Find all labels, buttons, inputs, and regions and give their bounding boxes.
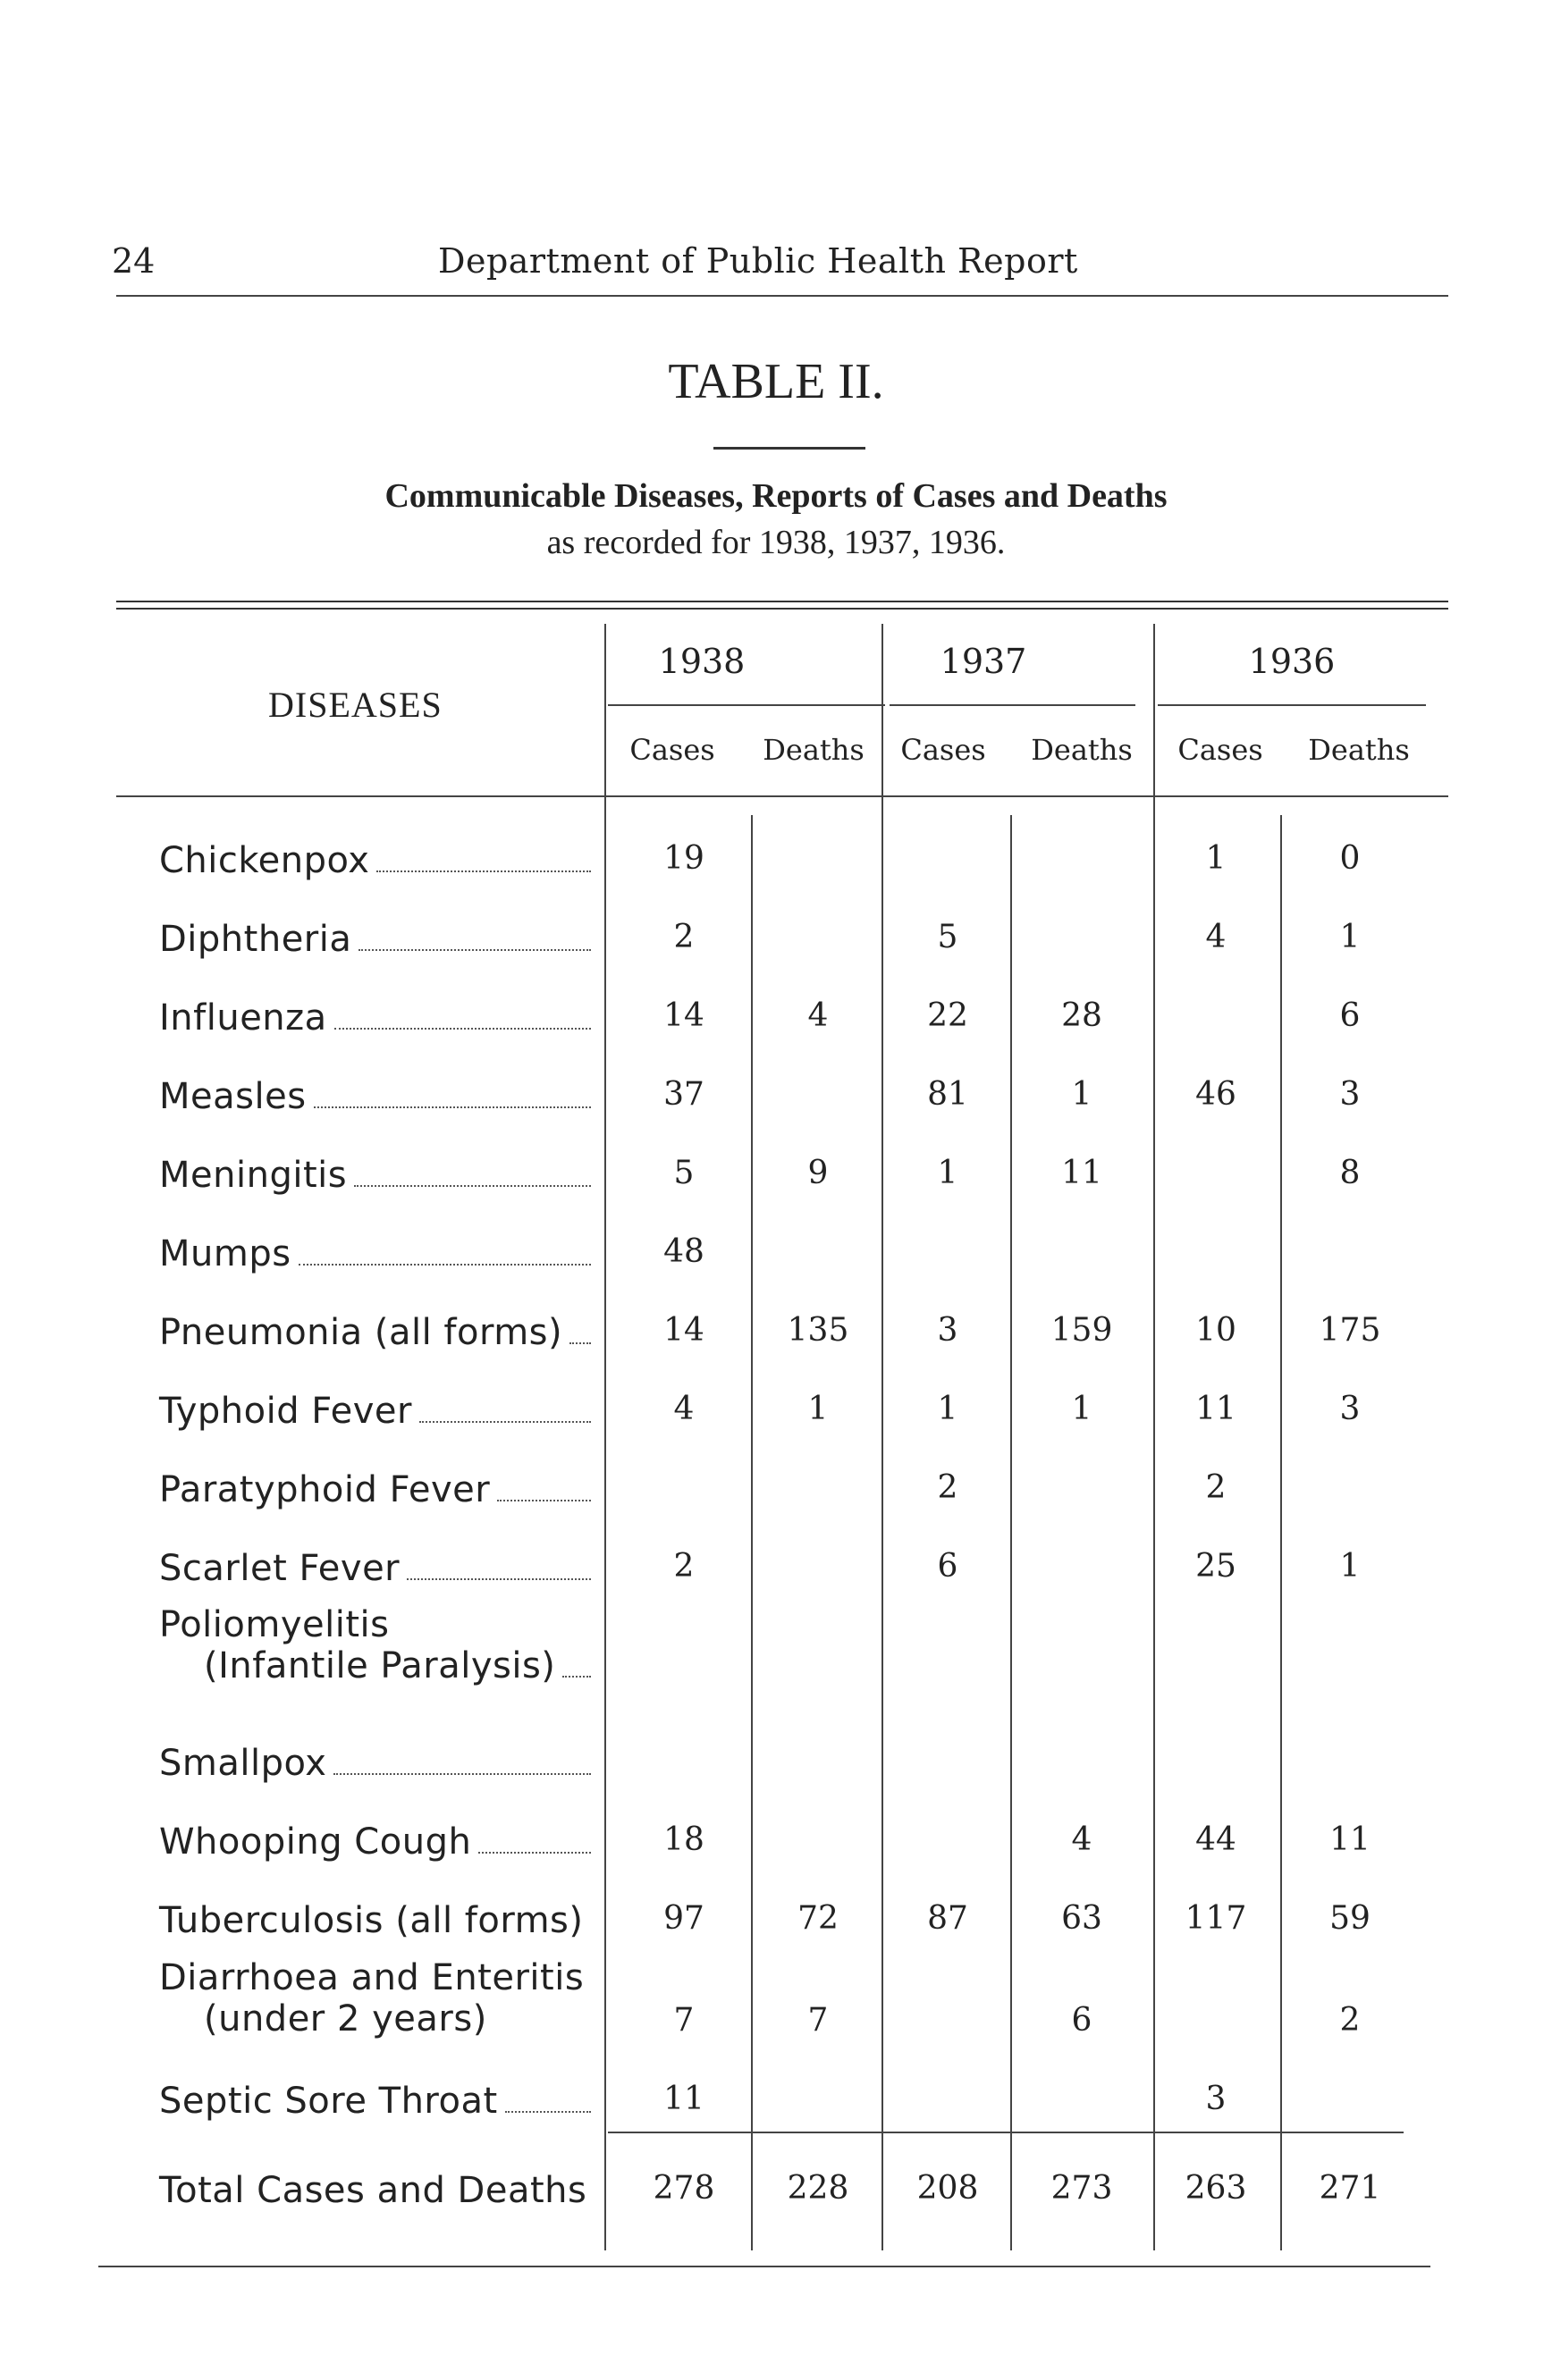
table-cell: 3: [937, 1312, 958, 1349]
table-top-rule-2: [116, 608, 1448, 610]
diseases-column-header: DISEASES: [268, 685, 443, 725]
disease-name-qualifier: (under 2 years): [204, 1998, 487, 2039]
table-cell: 3: [1339, 1391, 1361, 1427]
table-cell: 228: [787, 2170, 849, 2207]
disease-name: Whooping Cough: [159, 1821, 591, 1863]
year-rule-1938: [608, 704, 885, 706]
year-rule-1937: [890, 704, 1135, 706]
table-cell: 2: [937, 1469, 958, 1506]
table-top-rule: [116, 601, 1448, 602]
disease-name: Measles: [159, 1076, 591, 1117]
table-cell: 11: [1195, 1391, 1236, 1427]
table-cell: 22: [927, 997, 968, 1034]
table-title: TABLE II.: [668, 354, 884, 409]
table-cell: 25: [1195, 1548, 1236, 1585]
dot-leader: [497, 1500, 591, 1501]
disease-name-qualifier: (Infantile Paralysis): [159, 1645, 591, 1686]
disease-label: [159, 1604, 591, 1686]
table-cell: 8: [1339, 1155, 1361, 1191]
table-cell: 0: [1339, 840, 1361, 877]
disease-label: [159, 1233, 591, 1274]
table-cell: 135: [787, 1312, 849, 1349]
table-cell: 2: [1339, 2002, 1361, 2039]
table-cell: 4: [1205, 919, 1227, 955]
table-cell: 37: [663, 1076, 704, 1113]
table-cell: 9: [807, 1155, 829, 1191]
disease-name: Diarrhoea and Enteritis: [159, 1957, 585, 1998]
table-cell: 11: [1061, 1155, 1102, 1191]
disease-name: Tuberculosis (all forms): [159, 1900, 584, 1941]
subheader-deaths-1938: Deaths: [763, 733, 865, 767]
disease-name: Total Cases and Deaths: [159, 2170, 587, 2211]
page-bottom-rule: [98, 2266, 1430, 2267]
dot-leader: [569, 1342, 591, 1344]
subheader-deaths-1937: Deaths: [1031, 733, 1133, 767]
column-rule: [1010, 815, 1012, 2250]
disease-label: [159, 997, 591, 1039]
disease-label: [159, 1548, 591, 1589]
dot-leader: [376, 870, 591, 872]
column-rule: [604, 624, 606, 2250]
disease-name: Meningitis: [159, 1155, 591, 1196]
disease-name: Influenza: [159, 997, 591, 1039]
table-cell: 28: [1061, 997, 1102, 1034]
table-cell: 7: [673, 2002, 695, 2039]
page-number: 24: [112, 241, 156, 281]
subheader-cases-1937: Cases: [900, 733, 986, 767]
disease-name: Chickenpox: [159, 840, 591, 881]
table-cell: 44: [1195, 1821, 1236, 1858]
table-cell: 5: [673, 1155, 695, 1191]
table-cell: 1: [807, 1391, 829, 1427]
year-rule-1936: [1158, 704, 1426, 706]
header-bottom-rule: [116, 795, 1448, 797]
disease-name: Scarlet Fever: [159, 1548, 591, 1589]
table-cell: 1: [937, 1155, 958, 1191]
table-cell: 10: [1195, 1312, 1236, 1349]
table-cell: 1: [1071, 1076, 1092, 1113]
disease-label: [159, 1900, 583, 1941]
table-cell: 59: [1329, 1900, 1371, 1937]
dot-leader: [314, 1106, 591, 1108]
disease-label: [159, 2170, 586, 2211]
disease-label: [159, 2081, 591, 2122]
table-cell: 97: [663, 1900, 704, 1937]
disease-name: Smallpox: [159, 1743, 591, 1784]
disease-label: [159, 1957, 584, 2039]
title-rule: [713, 447, 865, 450]
table-cell: 14: [663, 1312, 704, 1349]
table-cell: 87: [927, 1900, 968, 1937]
running-head: Department of Public Health Report: [438, 241, 1078, 281]
subheader-cases-1936: Cases: [1177, 733, 1263, 767]
table-cell: 7: [807, 2002, 829, 2039]
disease-label: [159, 1469, 591, 1510]
year-header-1938: 1938: [658, 642, 746, 681]
header-rule: [116, 295, 1448, 297]
dot-leader: [478, 1852, 591, 1854]
dot-leader: [299, 1264, 591, 1266]
disease-name: Paratyphoid Fever: [159, 1469, 591, 1510]
year-header-1937: 1937: [940, 642, 1027, 681]
total-rule: [608, 2132, 1404, 2133]
disease-name: Pneumonia (all forms): [159, 1312, 591, 1353]
table-cell: 278: [653, 2170, 715, 2207]
disease-label: [159, 1076, 591, 1117]
table-cell: 273: [1050, 2170, 1113, 2207]
table-subtitle: Communicable Diseases, Reports of Cases and Deaths: [384, 477, 1168, 515]
table-cell: 2: [673, 919, 695, 955]
disease-label: [159, 1312, 591, 1353]
table-cell: 46: [1195, 1076, 1236, 1113]
column-rule: [751, 815, 753, 2250]
dot-leader: [358, 949, 591, 951]
table-cell: 5: [937, 919, 958, 955]
table-cell: 4: [1071, 1821, 1092, 1858]
disease-label: [159, 1743, 591, 1784]
disease-label: [159, 840, 591, 881]
disease-label: [159, 919, 591, 960]
table-cell: 14: [663, 997, 704, 1034]
table-cell: 19: [663, 840, 704, 877]
dot-leader: [419, 1421, 591, 1423]
column-rule: [1280, 815, 1282, 2250]
disease-label: [159, 1391, 591, 1432]
table-cell: 2: [673, 1548, 695, 1585]
table-cell: 159: [1050, 1312, 1113, 1349]
disease-label: [159, 1821, 591, 1863]
dot-leader: [354, 1185, 591, 1187]
year-header-1936: 1936: [1248, 642, 1336, 681]
table-cell: 18: [663, 1821, 704, 1858]
table-subtitle-years: as recorded for 1938, 1937, 1936.: [546, 524, 1006, 561]
table-cell: 6: [1339, 997, 1361, 1034]
table-cell: 6: [1071, 2002, 1092, 2039]
table-cell: 175: [1319, 1312, 1381, 1349]
dot-leader: [334, 1028, 591, 1030]
table-cell: 11: [663, 2081, 704, 2117]
column-rule: [1153, 624, 1155, 2250]
table-cell: 1: [1071, 1391, 1092, 1427]
table-cell: 4: [807, 997, 829, 1034]
table-cell: 1: [937, 1391, 958, 1427]
disease-label: [159, 1155, 591, 1196]
subheader-cases-1938: Cases: [629, 733, 715, 767]
table-cell: 208: [916, 2170, 979, 2207]
table-cell: 6: [937, 1548, 958, 1585]
table-cell: 81: [927, 1076, 968, 1113]
table-cell: 4: [673, 1391, 695, 1427]
dot-leader: [562, 1676, 591, 1678]
disease-name: Poliomyelitis: [159, 1604, 390, 1645]
disease-name: Diphtheria: [159, 919, 591, 960]
table-cell: 117: [1185, 1900, 1247, 1937]
dot-leader: [505, 2111, 591, 2113]
table-cell: 1: [1339, 1548, 1361, 1585]
dot-leader: [407, 1578, 591, 1580]
table-cell: 3: [1339, 1076, 1361, 1113]
disease-name: Typhoid Fever: [159, 1391, 591, 1432]
table-cell: 263: [1185, 2170, 1247, 2207]
disease-name: Septic Sore Throat: [159, 2081, 591, 2122]
table-cell: 1: [1339, 919, 1361, 955]
table-cell: 63: [1061, 1900, 1102, 1937]
table-cell: 271: [1319, 2170, 1381, 2207]
table-cell: 72: [797, 1900, 839, 1937]
table-cell: 48: [663, 1233, 704, 1270]
table-cell: 1: [1205, 840, 1227, 877]
table-cell: 2: [1205, 1469, 1227, 1506]
table-cell: 3: [1205, 2081, 1227, 2117]
subheader-deaths-1936: Deaths: [1308, 733, 1410, 767]
column-rule: [881, 624, 883, 2250]
table-cell: 11: [1329, 1821, 1371, 1858]
dot-leader: [333, 1773, 591, 1775]
disease-name: Mumps: [159, 1233, 591, 1274]
